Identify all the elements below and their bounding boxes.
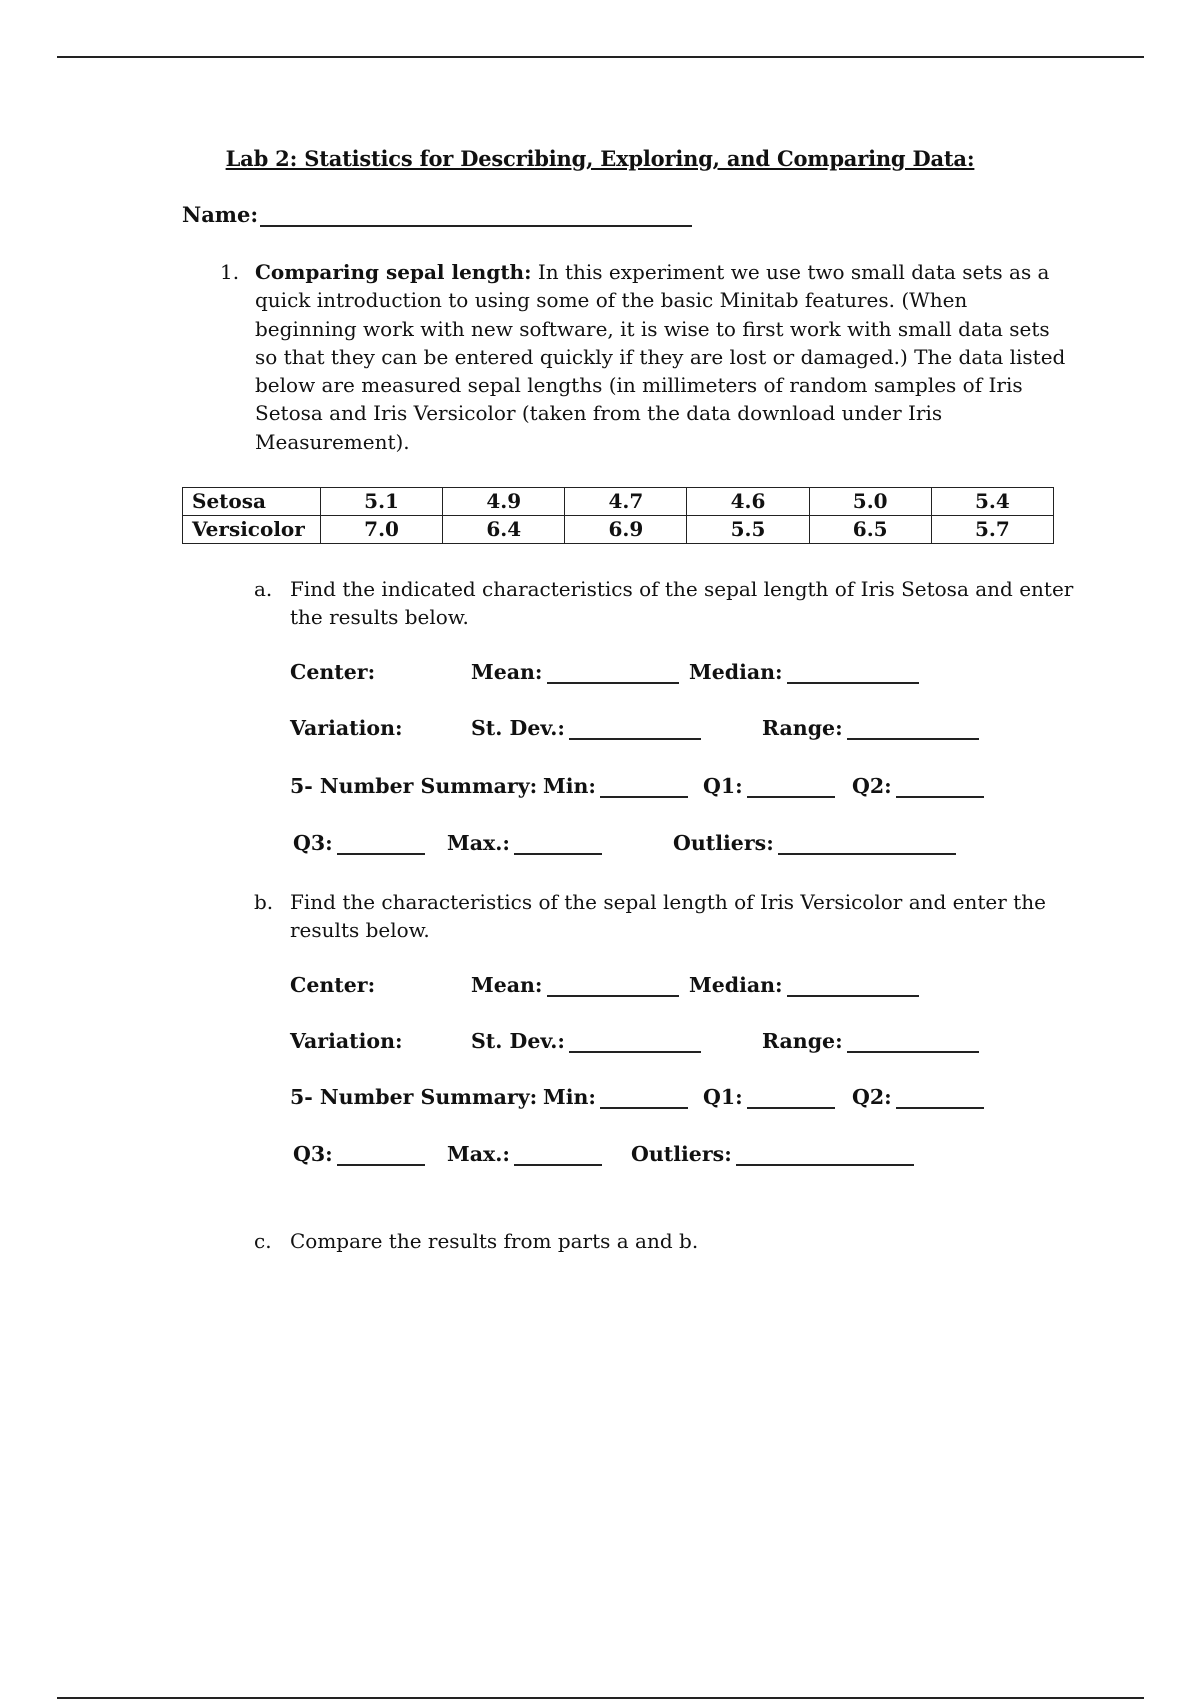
b-outliers-field [631,1142,914,1166]
q1-label: Q1: [703,1085,743,1109]
table-row-setosa [183,488,1054,516]
max-label: Max.: [447,1142,510,1166]
a-stdev-blank[interactable] [569,720,701,740]
q2-label: Q2: [852,774,892,798]
b-q1-blank[interactable] [747,1089,835,1109]
table-cell: 4.6 [687,488,809,516]
part-b-text: Find the characteristics of the sepal length of Iris Versicolor and enter the results below. [290,890,1046,943]
a-min-blank[interactable] [600,778,688,798]
q2-label: Q2: [852,1085,892,1109]
stdev-label: St. Dev.: [471,716,565,740]
b-q3-field [293,1142,425,1166]
a-q1-field [703,774,835,798]
part-a [254,575,1074,632]
table-cell: 4.7 [565,488,687,516]
part-a-text: Find the indicated characteristics of the sepal length of Iris Setosa and enter the results below. [290,577,1074,630]
a-q2-blank[interactable] [896,778,984,798]
b-stdev-blank[interactable] [569,1033,701,1053]
b-min-field [543,1085,688,1109]
b-mean-blank[interactable] [547,977,679,997]
table-cell: 7.0 [321,516,443,544]
table-cell: 5.5 [687,516,809,544]
a-range-field [762,716,979,740]
a-max-field [447,831,602,855]
row-label: Setosa [183,488,321,516]
b-center-label: Center: [290,973,376,997]
part-c [254,1227,1074,1255]
a-median-blank[interactable] [787,664,919,684]
b-range-field [762,1029,979,1053]
a-mean-field [471,660,679,684]
table-cell: 4.9 [443,488,565,516]
question-lead: Comparing sepal length: [255,260,532,284]
b-q3-blank[interactable] [337,1146,425,1166]
a-outliers-blank[interactable] [778,835,956,855]
table-cell: 5.0 [809,488,931,516]
a-min-field [543,774,688,798]
b-variation-label: Variation: [290,1029,403,1053]
median-label: Median: [689,973,783,997]
table-cell: 6.9 [565,516,687,544]
outliers-label: Outliers: [631,1142,732,1166]
b-median-blank[interactable] [787,977,919,997]
a-mean-blank[interactable] [547,664,679,684]
min-label: Min: [543,774,596,798]
part-b-letter: b. [254,890,274,914]
table-cell: 6.4 [443,516,565,544]
median-label: Median: [689,660,783,684]
mean-label: Mean: [471,973,543,997]
a-five-number-label: 5- Number Summary: [290,774,538,798]
a-q1-blank[interactable] [747,778,835,798]
a-q2-field [852,774,984,798]
table-cell: 5.4 [931,488,1053,516]
a-q3-blank[interactable] [337,835,425,855]
b-mean-field [471,973,679,997]
max-label: Max.: [447,831,510,855]
b-min-blank[interactable] [600,1089,688,1109]
page-title: Lab 2: Statistics for Describing, Exploring, and Comparing Data: [225,146,975,171]
name-field [182,202,692,227]
a-q3-field [293,831,425,855]
b-five-number-label: 5- Number Summary: [290,1085,538,1109]
part-a-letter: a. [254,577,273,601]
b-q1-field [703,1085,835,1109]
b-median-field [689,973,919,997]
a-max-blank[interactable] [514,835,602,855]
b-max-blank[interactable] [514,1146,602,1166]
question-number: 1. [220,260,240,284]
a-stdev-field [471,716,701,740]
top-rule [57,56,1144,58]
a-outliers-field [673,831,956,855]
table-cell: 6.5 [809,516,931,544]
b-outliers-blank[interactable] [736,1146,914,1166]
q1-label: Q1: [703,774,743,798]
q3-label: Q3: [293,831,333,855]
b-q2-blank[interactable] [896,1089,984,1109]
a-range-blank[interactable] [847,720,979,740]
b-max-field [447,1142,602,1166]
stdev-label: St. Dev.: [471,1029,565,1053]
part-c-letter: c. [254,1229,272,1253]
q3-label: Q3: [293,1142,333,1166]
b-q2-field [852,1085,984,1109]
mean-label: Mean: [471,660,543,684]
question-text: In this experiment we use two small data sets as a quick introduction to using some of the basic Minitab features. (When beginning work with new software, it is wise to first work with small data sets so that they can be entered quickly if they are lost or damaged.) The data listed below are measured sepal lengths (in millimeters of random samples of Iris Setosa and Iris Versicolor (taken from the data download under Iris Measurement). [255,260,1066,454]
b-range-blank[interactable] [847,1033,979,1053]
row-label: Versicolor [183,516,321,544]
table-cell: 5.7 [931,516,1053,544]
b-stdev-field [471,1029,701,1053]
outliers-label: Outliers: [673,831,774,855]
bottom-rule [57,1697,1144,1699]
table-cell: 5.1 [321,488,443,516]
table-row-versicolor [183,516,1054,544]
name-blank[interactable] [260,205,692,227]
question-body [255,258,1070,456]
question-1 [220,258,1070,456]
part-c-text: Compare the results from parts a and b. [290,1229,699,1253]
a-center-label: Center: [290,660,376,684]
range-label: Range: [762,716,843,740]
name-label: Name: [182,202,259,227]
a-median-field [689,660,919,684]
min-label: Min: [543,1085,596,1109]
sepal-length-table [182,487,1054,544]
part-b [254,888,1074,945]
a-variation-label: Variation: [290,716,403,740]
range-label: Range: [762,1029,843,1053]
